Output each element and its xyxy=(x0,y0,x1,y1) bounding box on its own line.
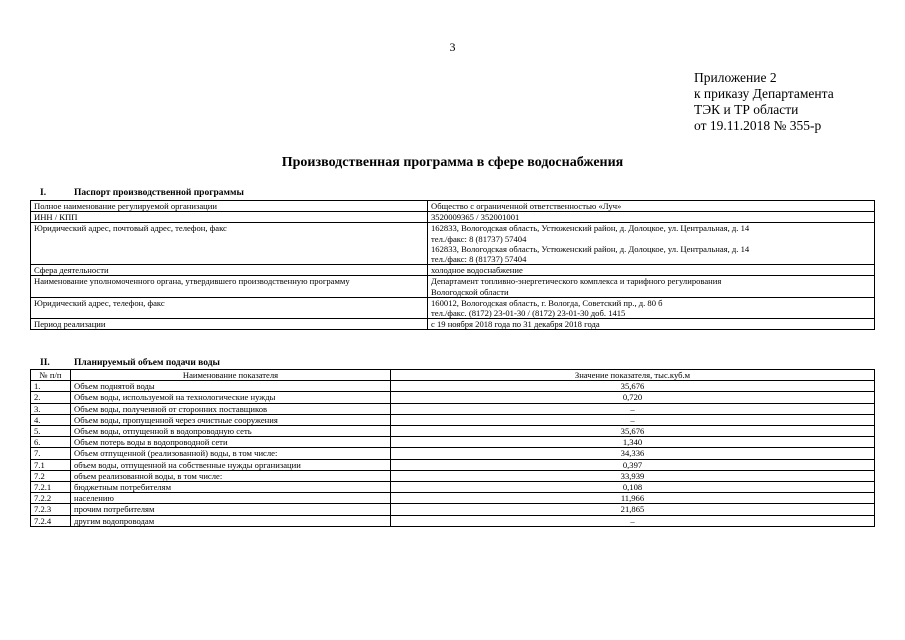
passport-value-line: холодное водоснабжение xyxy=(431,265,523,276)
row-number: 3. xyxy=(31,403,71,414)
passport-label: Наименование уполномоченного органа, утвердившего производственную программу xyxy=(31,276,428,297)
indicator-name: прочим потребителям xyxy=(71,504,391,515)
row-number: 7.2.1 xyxy=(31,482,71,493)
row-number: 7. xyxy=(31,448,71,459)
table-row xyxy=(31,448,875,459)
passport-label: ИНН / КПП xyxy=(31,212,428,223)
passport-value-line: с 19 ноября 2018 года по 31 декабря 2018 года xyxy=(431,319,600,330)
indicator-name: Объем поднятой воды xyxy=(71,381,391,392)
indicator-name: Объем воды, используемой на технологические нужды xyxy=(71,392,391,403)
appendix-line: от 19.11.2018 № 355-р xyxy=(694,118,822,133)
table-row xyxy=(31,515,875,526)
passport-label: Юридический адрес, почтовый адрес, телефон, факс xyxy=(31,223,428,265)
indicator-value: 34,336 xyxy=(391,448,875,459)
table-row xyxy=(31,414,875,425)
passport-value xyxy=(428,276,875,297)
row-number: 7.2.2 xyxy=(31,493,71,504)
indicator-value: 35,676 xyxy=(391,381,875,392)
appendix-line: Приложение 2 xyxy=(694,70,777,85)
indicator-value: – xyxy=(391,403,875,414)
indicator-name: объем реализованной воды, в том числе: xyxy=(71,470,391,481)
indicator-value: 0,720 xyxy=(391,392,875,403)
passport-value-line: тел./факс. (8172) 23-01-30 / (8172) 23-01-30 доб. 1415 xyxy=(431,308,626,319)
indicator-value: 11,966 xyxy=(391,493,875,504)
table-row xyxy=(31,482,875,493)
table-row xyxy=(31,437,875,448)
indicator-name: Объем воды, отпущенной в водопроводную сеть xyxy=(71,426,391,437)
indicator-name: Объем воды, пропущенной через очистные сооружения xyxy=(71,414,391,425)
section-title: Планируемый объем подачи воды xyxy=(74,358,220,368)
table-row xyxy=(31,459,875,470)
row-number: 5. xyxy=(31,426,71,437)
water-volume-table xyxy=(30,369,875,527)
row-number: 6. xyxy=(31,437,71,448)
indicator-value: 0,108 xyxy=(391,482,875,493)
appendix-line: ТЭК и ТР области xyxy=(694,102,799,117)
header-num: № п/п xyxy=(31,370,71,381)
table-row xyxy=(31,470,875,481)
row-number: 7.2.3 xyxy=(31,504,71,515)
appendix-line: к приказу Департамента xyxy=(694,86,834,101)
row-number: 1. xyxy=(31,381,71,392)
indicator-name: населению xyxy=(71,493,391,504)
header-name: Наименование показателя xyxy=(71,370,391,381)
section-2-heading xyxy=(40,358,220,368)
passport-label: Полное наименование регулируемой организации xyxy=(31,201,428,212)
row-number: 2. xyxy=(31,392,71,403)
document-title: Производственная программа в сфере водоснабжения xyxy=(281,155,624,170)
indicator-value: – xyxy=(391,414,875,425)
passport-value-line: 160012, Вологодская область, г. Вологда, Советский пр., д. 80 б xyxy=(431,297,663,308)
passport-label: Сфера деятельности xyxy=(31,265,428,276)
table-row xyxy=(31,392,875,403)
row-number: 7.1 xyxy=(31,459,71,470)
passport-value xyxy=(428,212,875,223)
table-row xyxy=(31,212,875,223)
passport-value-line: 3520009365 / 352001001 xyxy=(431,212,520,223)
header-value: Значение показателя, тыс.куб.м xyxy=(391,370,875,381)
row-number: 7.2 xyxy=(31,470,71,481)
indicator-value: – xyxy=(391,515,875,526)
table-row xyxy=(31,426,875,437)
passport-label: Юридический адрес, телефон, факс xyxy=(31,297,428,318)
indicator-name: объем воды, отпущенной на собственные нужды организации xyxy=(71,459,391,470)
passport-value-line: Общество с ограниченной ответственностью «Луч» xyxy=(431,201,622,211)
passport-table xyxy=(30,200,875,330)
section-number: I. xyxy=(40,188,47,198)
table-row xyxy=(31,493,875,504)
indicator-name: Объем потерь воды в водопроводной сети xyxy=(71,437,391,448)
passport-value-line: 162833, Вологодская область, Устюженский район, д. Долоцкое, ул. Центральная, д. 14 xyxy=(431,223,750,234)
passport-value-line: 162833, Вологодская область, Устюженский район, д. Долоцкое, ул. Центральная, д. 14 xyxy=(431,243,750,254)
passport-value xyxy=(428,319,875,330)
appendix-block xyxy=(694,70,834,134)
table-row xyxy=(31,223,875,265)
indicator-value: 1,340 xyxy=(391,437,875,448)
table-row xyxy=(31,265,875,276)
row-number: 4. xyxy=(31,414,71,425)
passport-value-line: тел./факс: 8 (81737) 57404 xyxy=(431,254,527,265)
table-row xyxy=(31,297,875,318)
table-row xyxy=(31,381,875,392)
indicator-name: бюджетным потребителям xyxy=(71,482,391,493)
table-row xyxy=(31,403,875,414)
page-number: 3 xyxy=(449,40,456,54)
table-row xyxy=(31,276,875,297)
indicator-value: 21,865 xyxy=(391,504,875,515)
passport-label: Период реализации xyxy=(31,319,428,330)
table-row xyxy=(31,504,875,515)
table-header-row xyxy=(31,370,875,381)
section-1-heading xyxy=(40,188,244,198)
passport-value-line: Вологодской области xyxy=(431,286,509,297)
passport-value xyxy=(428,297,875,318)
passport-value-line: тел./факс: 8 (81737) 57404 xyxy=(431,233,527,244)
row-number: 7.2.4 xyxy=(31,515,71,526)
indicator-name: другим водопроводам xyxy=(71,515,391,526)
indicator-name: Объем отпущенной (реализованной) воды, в том числе: xyxy=(71,448,391,459)
table-row xyxy=(31,201,875,212)
indicator-value: 33,939 xyxy=(391,470,875,481)
passport-value xyxy=(428,201,875,212)
passport-value xyxy=(428,265,875,276)
indicator-name: Объем воды, полученной от сторонних поставщиков xyxy=(71,403,391,414)
section-title: Паспорт производственной программы xyxy=(74,188,244,198)
indicator-value: 0,397 xyxy=(391,459,875,470)
table-row xyxy=(31,319,875,330)
indicator-value: 35,676 xyxy=(391,426,875,437)
passport-value-line: Департамент топливно-энергетического комплекса и тарифного регулирования xyxy=(431,276,722,287)
section-number: II. xyxy=(40,358,50,368)
passport-value xyxy=(428,223,875,265)
